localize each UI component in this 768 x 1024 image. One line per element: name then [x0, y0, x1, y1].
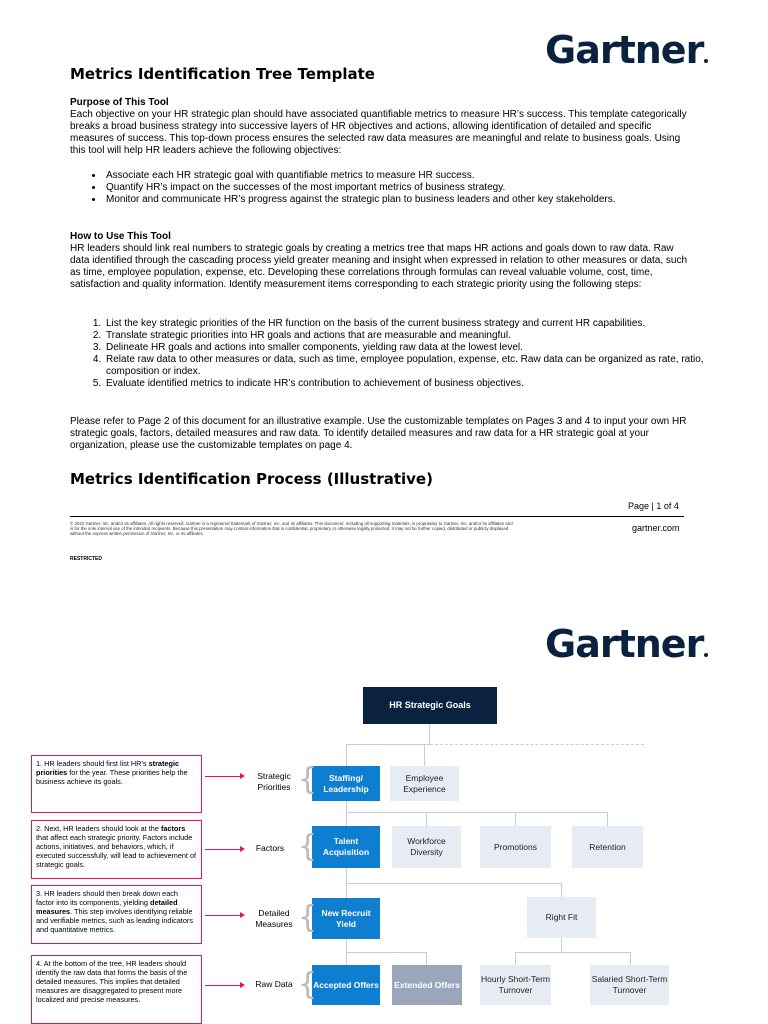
callout-text: for the year. These priorities help the business achieve its goals. — [36, 768, 188, 786]
node-promotions: Promotions — [480, 826, 551, 868]
callout-text: . This step involves identifying reliable and verifiable metrics, such as leading indicators and quantitative metrics. — [36, 907, 193, 934]
logo-dot — [704, 653, 708, 657]
connector-line — [515, 952, 516, 965]
node-extended-offers: Extended Offers — [392, 965, 462, 1005]
callout-text: 2. Next, HR leaders should look at the — [36, 824, 161, 833]
list-item: • Quantify HR’s impact on the successes of the most important metrics of business strategy. — [104, 182, 714, 194]
list-item: 3. Delineate HR goals and actions into smaller components, yielding raw data at the lowest level. — [104, 342, 714, 354]
connector-line — [426, 812, 427, 826]
list-item: 2. Translate strategic priorities into HR goals and actions that are measurable and meaningful. — [104, 330, 714, 342]
connector-line — [515, 952, 631, 953]
objectives-list — [70, 170, 714, 206]
connector-line — [346, 883, 562, 884]
row-label-detailed-measures: Detailed Measures — [255, 908, 293, 929]
footer-divider — [70, 516, 684, 517]
callout-emphasis: detailed measures — [36, 898, 178, 916]
list-item: 1. List the key strategic priorities of the HR function on the basis of the current business strategy and current HR capabilities. — [104, 318, 714, 330]
callout-step-3 — [31, 885, 202, 944]
node-employee-experience: Employee Experience — [390, 766, 459, 801]
callout-text: 4. At the bottom of the tree, HR leaders should identify the raw data that forms the basis of the detailed measures. This implies that detailed measures are disaggregated to present more localized and precise measures. — [36, 959, 188, 1004]
brace-icon: { — [298, 829, 318, 864]
callout-text: that affect each strategic priority. Factors include actions, initiatives, and behaviors, which, if executed successfully, will lead to achievement of strategic goals. — [36, 833, 197, 869]
arrow-icon — [240, 982, 245, 988]
logo-dot — [704, 59, 708, 63]
callout-step-2 — [31, 820, 202, 879]
callout-text: 3. HR leaders should then break down each factor into its components, yielding — [36, 889, 178, 907]
howto-heading: How to Use This Tool — [70, 231, 171, 242]
list-item: 4. Relate raw data to other measures or data, such as time, employee population, expense, etc. Raw data can be organized as rate, ratio, composition or index. — [104, 354, 714, 378]
row-label-raw-data: Raw Data — [255, 979, 293, 989]
connector-line — [426, 952, 427, 965]
brace-icon: { — [298, 900, 318, 935]
list-item: • Associate each HR strategic goal with quantifiable metrics to measure HR success. — [104, 170, 714, 182]
purpose-heading: Purpose of This Tool — [70, 97, 169, 108]
connector-line — [429, 724, 430, 744]
gartner-logo — [545, 28, 708, 72]
arrow-line — [205, 776, 241, 777]
node-salaried-turnover: Salaried Short-Term Turnover — [590, 965, 669, 1005]
connector-line — [346, 744, 347, 766]
row-label-factors: Factors — [255, 843, 285, 853]
connector-line — [561, 883, 562, 897]
connector-line — [515, 812, 516, 826]
callout-text: 1. HR leaders should first list HR’s — [36, 759, 149, 768]
page-title: Metrics Identification Tree Template — [70, 65, 375, 83]
page-number: Page | 1 of 4 — [628, 501, 679, 511]
node-hourly-turnover: Hourly Short-Term Turnover — [480, 965, 551, 1005]
arrow-line — [205, 849, 241, 850]
list-item: 5. Evaluate identified metrics to indicate HR’s contribution to achievement of business objectives. — [104, 378, 714, 390]
arrow-icon — [240, 846, 245, 852]
legal-notice: © 2022 Gartner, Inc. and/or its affiliates. All rights reserved. Gartner is a registered trademark of Gartner, Inc. and its affiliates. This document, including all supporting materials, is proprietary to Gartner, Inc. and/or its affiliates and is for the sole internal use of the intended recipients. Because this presentation may contain information that is confidential, proprietary or otherwise legally protected, it may not be further copied, distributed or publicly displayed without the express written permission of Gartner, Inc. or its affiliates. — [70, 521, 513, 537]
arrow-line — [205, 915, 241, 916]
brace-icon: { — [298, 762, 318, 797]
brace-icon: { — [298, 967, 318, 1002]
callout-emphasis: factors — [160, 824, 186, 833]
steps-list — [70, 318, 714, 390]
connector-line — [424, 744, 425, 766]
refer-text: Please refer to Page 2 of this document for an illustrative example. Use the customizable templates on Pages 3 and 4 to input your own HR strategic goals, factors, detailed measures and raw data. To identify detailed measures and raw data for a HR strategic goal at your organization, please use the customizable templates on page 4. — [70, 416, 687, 451]
callout-step-4 — [31, 955, 202, 1024]
root-node: HR Strategic Goals — [363, 687, 497, 724]
arrow-line — [205, 985, 241, 986]
arrow-icon — [240, 773, 245, 779]
node-staffing-leadership: Staffing/ Leadership — [312, 766, 380, 801]
node-accepted-offers: Accepted Offers — [312, 965, 380, 1005]
connector-line — [346, 952, 427, 953]
site-link[interactable]: gartner.com — [632, 523, 680, 533]
node-workforce-diversity: Workforce Diversity — [392, 826, 461, 868]
connector-line — [630, 952, 631, 965]
howto-text: HR leaders should link real numbers to strategic goals by creating a metrics tree that maps HR actions and goals down to raw data. Raw data identified through the cascading process yield greater meaning and insight when expressed in relation to other measures or data, such as time, employee population, expense, etc. Developing these correlations through formulas can reveal valuable volume, cost, time, satisfaction and quality information. Identify measurement items corresponding to each strategic priority using the following steps: — [70, 243, 688, 290]
node-talent-acquisition: Talent Acquisition — [312, 826, 380, 868]
purpose-text: Each objective on your HR strategic plan should have associated quantifiable metrics to measure HR’s success. This template categorically breaks a broad business strategy into successive layers of HR objectives and actions, allowing identification of detailed and specific measures of success. This top-down process ensures the selected raw data measures are meaningful and relate to business goals. Using this tool will help HR leaders achieve the following objectives: — [70, 109, 687, 156]
node-right-fit: Right Fit — [527, 897, 596, 938]
callout-step-1 — [31, 755, 202, 813]
connector-line — [346, 744, 430, 745]
list-item: • Monitor and communicate HR’s progress against the strategic plan to business leaders and other key stakeholders. — [104, 194, 714, 206]
gartner-logo — [545, 622, 708, 666]
logo-text: Gartner — [545, 622, 704, 666]
connector-line — [346, 801, 347, 826]
node-new-recruit-yield: New Recruit Yield — [312, 898, 380, 939]
section-title: Metrics Identification Process (Illustrative) — [70, 470, 433, 488]
connector-line — [561, 938, 562, 952]
row-label-strategic-priorities: Strategic Priorities — [257, 771, 291, 792]
logo-text: Gartner — [545, 28, 704, 72]
dashed-connector — [430, 744, 644, 745]
callout-emphasis: strategic priorities — [36, 759, 180, 777]
connector-line — [346, 812, 608, 813]
restricted-label: RESTRICTED — [70, 556, 102, 562]
connector-line — [607, 812, 608, 826]
node-retention: Retention — [572, 826, 643, 868]
arrow-icon — [240, 912, 245, 918]
